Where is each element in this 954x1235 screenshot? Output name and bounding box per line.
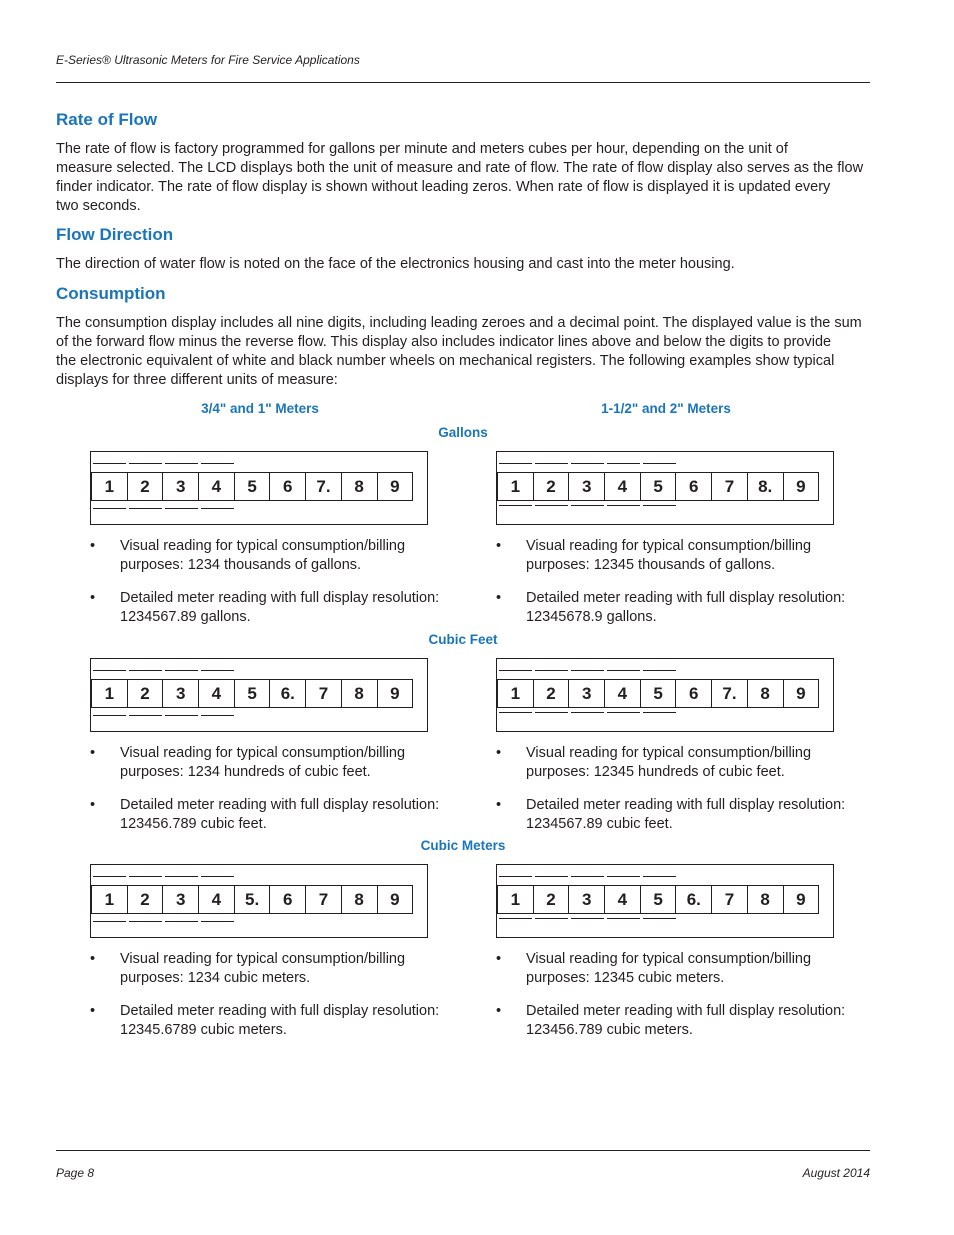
digit-cell: 1	[92, 680, 128, 707]
digit-cell: 4	[605, 473, 641, 500]
indicator-line	[93, 715, 126, 716]
digit-cell: 9	[378, 680, 414, 707]
digit-cell: 9	[378, 473, 414, 500]
bullet-marker: •	[90, 951, 96, 967]
text-line: The direction of water flow is noted on the face of the electronics housing and cast into the meter housing.	[56, 256, 735, 272]
digit-cell: 2	[534, 473, 570, 500]
heading-rate-of-flow: Rate of Flow	[56, 110, 158, 129]
text-line: of the forward flow minus the reverse flow. This display also includes indicator lines above and below the digits to provide	[56, 334, 832, 350]
indicator-line	[93, 921, 126, 922]
meter-display-left	[90, 451, 428, 525]
bullet-text-line: purposes: 12345 cubic meters.	[526, 970, 725, 986]
digit-cell: 3	[163, 886, 199, 913]
digit-cell: 3	[569, 886, 605, 913]
bullet-marker: •	[90, 590, 96, 606]
digit-cell: 1	[498, 886, 534, 913]
bullet-text-line: purposes: 1234 hundreds of cubic feet.	[120, 764, 371, 780]
digit-cell: 3	[163, 680, 199, 707]
bullet-marker: •	[496, 1003, 502, 1019]
bullet-list-right	[496, 744, 846, 848]
indicator-line	[201, 670, 234, 671]
text-line: The consumption display includes all nine digits, including leading zeroes and a decimal point. The displayed value is the sum	[56, 315, 862, 331]
indicator-line	[165, 508, 198, 509]
digit-cell: 8	[748, 886, 784, 913]
bullet-text-line: Detailed meter reading with full display resolution:	[526, 1003, 846, 1019]
digit-cell: 4	[199, 680, 235, 707]
digit-cell: 4	[605, 886, 641, 913]
bullet-marker: •	[90, 745, 96, 761]
bullet-marker: •	[496, 951, 502, 967]
meter-display-right	[496, 864, 834, 938]
indicator-line	[571, 712, 604, 713]
indicator-line	[607, 712, 640, 713]
unit-heading: Cubic Meters	[420, 838, 506, 853]
bullet-item	[90, 1002, 440, 1040]
indicator-line	[571, 876, 604, 877]
digit-cell: 5	[235, 680, 271, 707]
digit-row	[497, 679, 819, 708]
digit-cell: 7	[712, 473, 748, 500]
bullet-item	[496, 796, 846, 834]
indicator-line	[535, 670, 568, 671]
digit-cell: 7	[306, 886, 342, 913]
digit-cell: 7	[712, 886, 748, 913]
indicator-line	[643, 876, 676, 877]
digit-cell: 5	[641, 680, 677, 707]
digit-cell: 3	[569, 473, 605, 500]
bullet-text-line: purposes: 1234 thousands of gallons.	[120, 557, 362, 573]
digit-cell: 2	[534, 680, 570, 707]
digit-cell: 1	[498, 680, 534, 707]
indicator-line	[201, 876, 234, 877]
digit-cell: 4	[605, 680, 641, 707]
meter-display-left	[90, 658, 428, 732]
digit-row	[91, 472, 413, 501]
digit-cell: 8	[342, 473, 378, 500]
bullet-item	[90, 796, 440, 834]
digit-cell: 5.	[235, 886, 271, 913]
bullet-item	[90, 744, 440, 782]
indicator-line	[607, 670, 640, 671]
bullet-text-line: Visual reading for typical consumption/billing	[526, 538, 812, 554]
bullet-marker: •	[496, 745, 502, 761]
bullet-marker: •	[90, 797, 96, 813]
bullet-item	[90, 950, 440, 988]
document-header-title: E-Series® Ultrasonic Meters for Fire Service Applications	[56, 53, 360, 67]
indicator-line	[165, 921, 198, 922]
heading-consumption: Consumption	[56, 284, 166, 303]
indicator-line	[165, 670, 198, 671]
bullet-text-line: purposes: 1234 cubic meters.	[120, 970, 311, 986]
paragraph-rate-of-flow	[56, 140, 870, 216]
digit-cell: 2	[128, 473, 164, 500]
digit-cell: 2	[128, 680, 164, 707]
indicator-line	[129, 715, 162, 716]
indicator-line	[535, 712, 568, 713]
indicator-line	[201, 715, 234, 716]
indicator-line	[93, 670, 126, 671]
digit-cell: 9	[784, 680, 820, 707]
digit-cell: 2	[128, 886, 164, 913]
indicator-line	[129, 508, 162, 509]
indicator-line	[607, 918, 640, 919]
digit-cell: 9	[784, 473, 820, 500]
text-line: the electronic equivalent of white and black number wheels on mechanical registers. The following examples show typical	[56, 353, 835, 369]
indicator-line	[201, 508, 234, 509]
digit-row	[91, 885, 413, 914]
digit-cell: 5	[641, 886, 677, 913]
digit-row	[91, 679, 413, 708]
indicator-line	[201, 463, 234, 464]
bullet-marker: •	[90, 1003, 96, 1019]
indicator-line	[499, 876, 532, 877]
bullet-text-line: purposes: 12345 hundreds of cubic feet.	[526, 764, 785, 780]
digit-cell: 7	[306, 680, 342, 707]
unit-heading: Cubic Feet	[428, 632, 498, 647]
digit-cell: 8	[748, 680, 784, 707]
text-line: two seconds.	[56, 198, 141, 214]
meter-display-left	[90, 864, 428, 938]
digit-cell: 1	[498, 473, 534, 500]
digit-row	[497, 472, 819, 501]
bullet-marker: •	[496, 590, 502, 606]
indicator-line	[643, 712, 676, 713]
indicator-line	[607, 876, 640, 877]
bullet-text-line: 12345678.9 gallons.	[526, 609, 657, 625]
indicator-line	[499, 712, 532, 713]
text-line: finder indicator. The rate of flow display is shown without leading zeros. When rate of flow is displayed it is updated every	[56, 179, 831, 195]
indicator-line	[129, 463, 162, 464]
indicator-line	[165, 876, 198, 877]
bullet-item	[90, 589, 440, 627]
indicator-line	[535, 918, 568, 919]
meter-display-right	[496, 658, 834, 732]
digit-cell: 6	[676, 473, 712, 500]
indicator-line	[535, 505, 568, 506]
bullet-text-line: Visual reading for typical consumption/billing	[526, 745, 812, 761]
bullet-text-line: Visual reading for typical consumption/billing	[526, 951, 812, 967]
bullet-item	[496, 589, 846, 627]
indicator-line	[129, 921, 162, 922]
indicator-line	[165, 715, 198, 716]
bullet-text-line: 1234567.89 gallons.	[120, 609, 251, 625]
indicator-line	[93, 508, 126, 509]
bullet-text-line: Detailed meter reading with full display resolution:	[120, 1003, 440, 1019]
bullet-list-right	[496, 950, 846, 1054]
digit-cell: 2	[534, 886, 570, 913]
digit-cell: 3	[569, 680, 605, 707]
digit-cell: 1	[92, 473, 128, 500]
digit-cell: 9	[784, 886, 820, 913]
indicator-line	[201, 921, 234, 922]
meter-display-right	[496, 451, 834, 525]
indicator-line	[607, 463, 640, 464]
bullet-text-line: 1234567.89 cubic feet.	[526, 816, 673, 832]
indicator-line	[571, 505, 604, 506]
digit-cell: 5	[235, 473, 271, 500]
bullet-item	[496, 537, 846, 575]
text-line: The rate of flow is factory programmed for gallons per minute and meters cubes per hour, depending on the unit of	[56, 141, 788, 157]
column-heading-small-meters: 3/4" and 1" Meters	[201, 401, 319, 416]
indicator-line	[93, 463, 126, 464]
indicator-line	[499, 670, 532, 671]
indicator-line	[535, 876, 568, 877]
footer-date: August 2014	[802, 1166, 870, 1180]
paragraph-consumption	[56, 314, 870, 390]
heading-flow-direction: Flow Direction	[56, 225, 174, 244]
indicator-line	[643, 918, 676, 919]
bullet-text-line: Detailed meter reading with full display resolution:	[120, 590, 440, 606]
footer-rule	[56, 1150, 870, 1151]
bullet-item	[496, 950, 846, 988]
bullet-list-left	[90, 537, 440, 641]
bullet-text-line: 12345.6789 cubic meters.	[120, 1022, 287, 1038]
header-rule	[56, 82, 870, 83]
digit-cell: 3	[163, 473, 199, 500]
indicator-line	[93, 876, 126, 877]
bullet-text-line: Visual reading for typical consumption/billing	[120, 951, 406, 967]
text-line: displays for three different units of measure:	[56, 372, 338, 388]
bullet-text-line: 123456.789 cubic feet.	[120, 816, 267, 832]
digit-row	[497, 885, 819, 914]
digit-cell: 6	[676, 680, 712, 707]
column-heading-large-meters: 1-1/2" and 2" Meters	[601, 401, 731, 416]
bullet-item	[496, 1002, 846, 1040]
indicator-line	[571, 463, 604, 464]
indicator-line	[571, 670, 604, 671]
bullet-item	[90, 537, 440, 575]
digit-cell: 7.	[712, 680, 748, 707]
text-line: measure selected. The LCD displays both the unit of measure and rate of flow. The rate of flow display also serves as the flow	[56, 160, 864, 176]
indicator-line	[643, 670, 676, 671]
indicator-line	[499, 505, 532, 506]
bullet-text-line: 123456.789 cubic meters.	[526, 1022, 693, 1038]
digit-cell: 6.	[270, 680, 306, 707]
bullet-marker: •	[90, 538, 96, 554]
indicator-line	[165, 463, 198, 464]
footer-page-number: Page 8	[56, 1166, 95, 1180]
bullet-text-line: Visual reading for typical consumption/billing	[120, 538, 406, 554]
digit-cell: 9	[378, 886, 414, 913]
indicator-line	[129, 670, 162, 671]
indicator-line	[607, 505, 640, 506]
bullet-list-left	[90, 744, 440, 848]
paragraph-flow-direction	[56, 255, 870, 274]
digit-cell: 8.	[748, 473, 784, 500]
bullet-text-line: Detailed meter reading with full display resolution:	[526, 797, 846, 813]
indicator-line	[129, 876, 162, 877]
digit-cell: 6	[270, 473, 306, 500]
digit-cell: 4	[199, 473, 235, 500]
indicator-line	[643, 505, 676, 506]
indicator-line	[535, 463, 568, 464]
digit-cell: 8	[342, 680, 378, 707]
indicator-line	[643, 463, 676, 464]
indicator-line	[499, 463, 532, 464]
unit-heading: Gallons	[438, 425, 488, 440]
bullet-item	[496, 744, 846, 782]
bullet-marker: •	[496, 538, 502, 554]
digit-cell: 5	[641, 473, 677, 500]
bullet-text-line: Detailed meter reading with full display resolution:	[526, 590, 846, 606]
digit-cell: 1	[92, 886, 128, 913]
bullet-list-right	[496, 537, 846, 641]
indicator-line	[499, 918, 532, 919]
bullet-list-left	[90, 950, 440, 1054]
digit-cell: 6	[270, 886, 306, 913]
bullet-marker: •	[496, 797, 502, 813]
bullet-text-line: Visual reading for typical consumption/billing	[120, 745, 406, 761]
digit-cell: 7.	[306, 473, 342, 500]
digit-cell: 8	[342, 886, 378, 913]
digit-cell: 6.	[676, 886, 712, 913]
digit-cell: 4	[199, 886, 235, 913]
indicator-line	[571, 918, 604, 919]
bullet-text-line: purposes: 12345 thousands of gallons.	[526, 557, 776, 573]
bullet-text-line: Detailed meter reading with full display resolution:	[120, 797, 440, 813]
